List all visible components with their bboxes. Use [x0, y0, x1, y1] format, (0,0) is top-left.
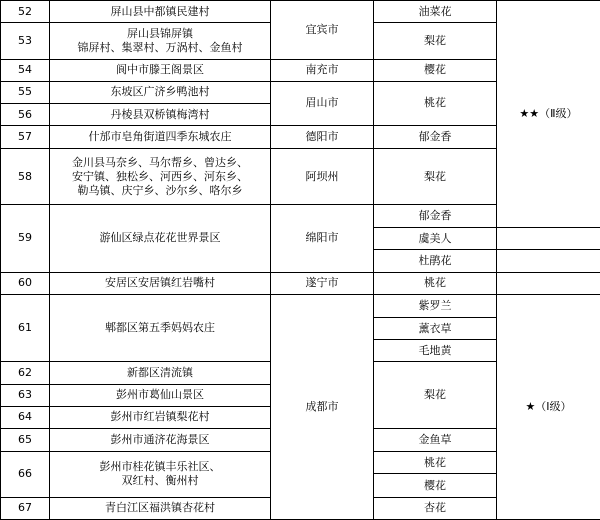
- row-number: 66: [1, 452, 50, 497]
- city-cell: 眉山市: [271, 81, 374, 125]
- flower-cell: 金鱼草: [374, 428, 497, 451]
- row-number: 62: [1, 362, 50, 384]
- location-name: 屏山县锦屏镇 锦屏村、集翠村、万涡村、金鱼村: [50, 23, 271, 59]
- location-name: 东坡区广济乡鸭池村: [50, 81, 271, 103]
- flower-cell: 薰衣草: [374, 317, 497, 339]
- row-number: 52: [1, 1, 50, 23]
- location-name: 青白江区福洪镇杏花村: [50, 497, 271, 519]
- flower-cell: 桃花: [374, 81, 497, 125]
- flower-cell: 桃花: [374, 272, 497, 294]
- location-name: 彭州市红岩镇梨花村: [50, 406, 271, 428]
- flower-cell: 虞美人: [374, 228, 497, 250]
- location-name: 彭州市桂花镇丰乐社区、 双红村、衡州村: [50, 452, 271, 497]
- level-cell-blank: [497, 228, 600, 250]
- flower-cell: 毛地黄: [374, 340, 497, 362]
- location-name: 阆中市滕王阁景区: [50, 59, 271, 81]
- city-cell: 宜宾市: [271, 1, 374, 60]
- location-name: 新都区清流镇: [50, 362, 271, 384]
- row-number: 55: [1, 81, 50, 103]
- city-cell: 阿坝州: [271, 149, 374, 205]
- row-number: 53: [1, 23, 50, 59]
- row-number: 56: [1, 103, 50, 125]
- row-number: 61: [1, 294, 50, 362]
- row-number: 59: [1, 204, 50, 272]
- city-cell: 德阳市: [271, 126, 374, 149]
- flower-cell: 郁金香: [374, 126, 497, 149]
- row-number: 54: [1, 59, 50, 81]
- location-name: 游仙区绿点花花世界景区: [50, 204, 271, 272]
- location-name: 安居区安居镇红岩嘴村: [50, 272, 271, 294]
- flower-cell: 梨花: [374, 362, 497, 429]
- row-number: 58: [1, 149, 50, 205]
- city-cell: 绵阳市: [271, 204, 374, 272]
- row-number: 67: [1, 497, 50, 519]
- table-row: [1, 272, 600, 294]
- location-name: 屏山县中都镇民建村: [50, 1, 271, 23]
- city-cell: 成都市: [271, 294, 374, 519]
- level-cell: ★（Ⅰ级）: [497, 294, 600, 519]
- row-number: 65: [1, 428, 50, 451]
- flower-cell: 杜鹃花: [374, 250, 497, 272]
- location-name: 郫都区第五季妈妈农庄: [50, 294, 271, 362]
- flower-cell: 紫罗兰: [374, 294, 497, 317]
- flower-cell: 梨花: [374, 149, 497, 205]
- city-cell: 遂宁市: [271, 272, 374, 294]
- row-number: 57: [1, 126, 50, 149]
- table-row: [1, 1, 600, 23]
- flower-cell: 梨花: [374, 23, 497, 59]
- row-number: 60: [1, 272, 50, 294]
- flower-cell: 郁金香: [374, 204, 497, 227]
- flower-cell: 樱花: [374, 474, 497, 497]
- level-cell-blank: [497, 272, 600, 294]
- city-cell: 南充市: [271, 59, 374, 81]
- location-name: 彭州市通济花海景区: [50, 428, 271, 451]
- flower-cell: 樱花: [374, 59, 497, 81]
- flower-cell: 杏花: [374, 497, 497, 519]
- level-cell: ★★（Ⅱ级）: [497, 1, 600, 228]
- location-name: 金川县马奈乡、马尔帮乡、曾达乡、 安宁镇、独松乡、河西乡、河东乡、 勒乌镇、庆宁乡、沙尔乡、咯尔乡: [50, 149, 271, 205]
- row-number: 63: [1, 384, 50, 406]
- location-name: 丹棱县双桥镇梅湾村: [50, 103, 271, 125]
- level-cell-blank: [497, 250, 600, 272]
- flower-cell: 油菜花: [374, 1, 497, 23]
- flower-cell: 桃花: [374, 452, 497, 474]
- location-name: 彭州市葛仙山景区: [50, 384, 271, 406]
- table-row: [1, 294, 600, 317]
- row-number: 64: [1, 406, 50, 428]
- location-name: 什邡市皂角街道四季东城农庄: [50, 126, 271, 149]
